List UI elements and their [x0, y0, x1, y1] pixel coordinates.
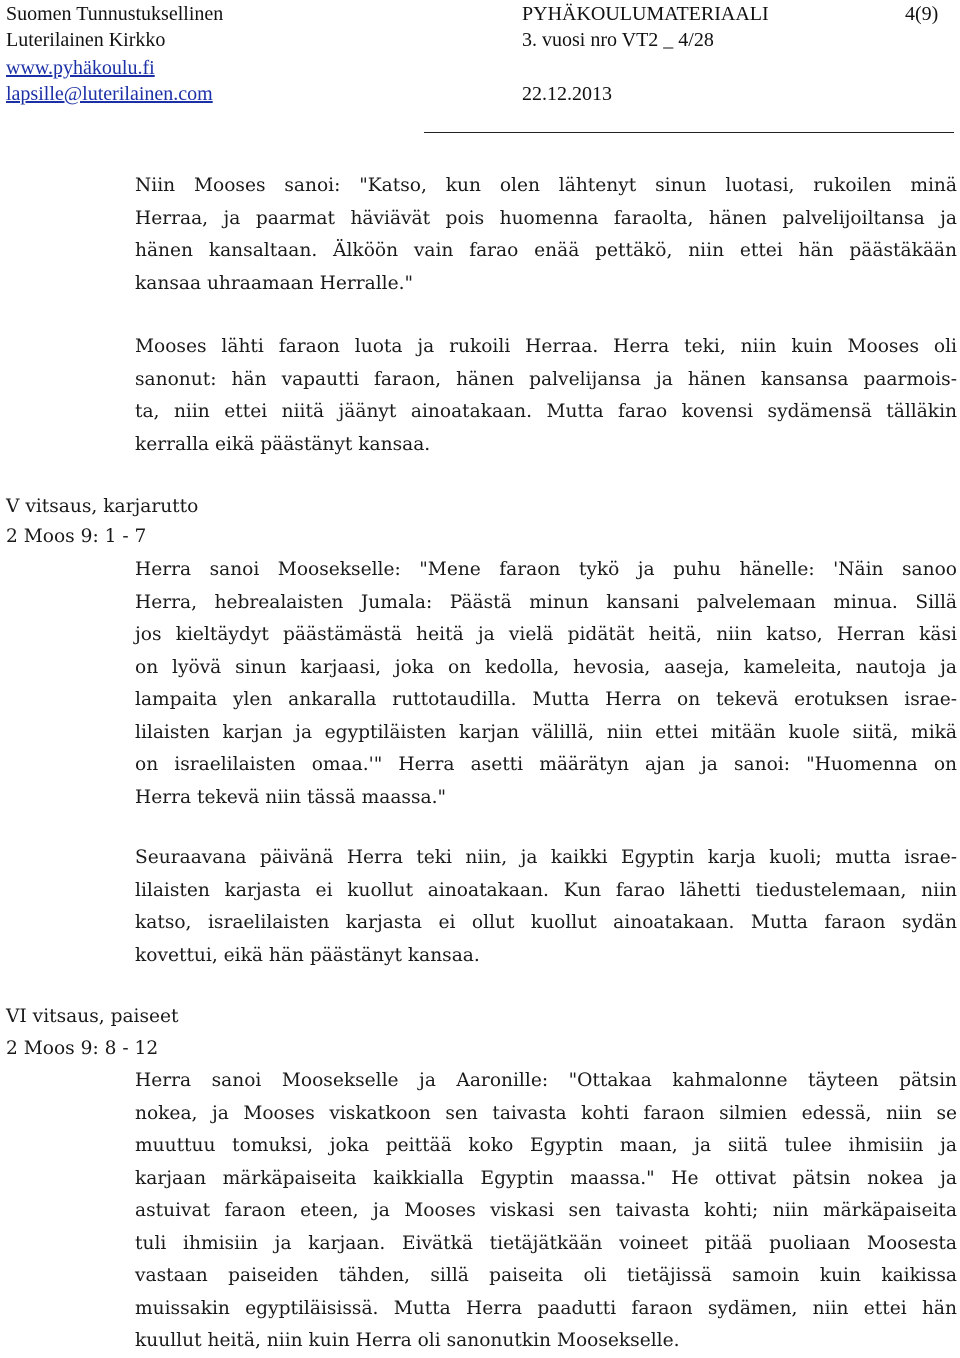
website-link[interactable]: www.pyhäkoulu.fi — [6, 57, 155, 79]
paragraph-2 — [135, 331, 957, 461]
text-line: hänen kansaltaan. Älköön vain farao enää pettäkö, niin ettei hän päästäkään — [135, 240, 957, 261]
section-title-plague-6: VI vitsaus, paiseet — [6, 1006, 179, 1027]
text-line: Seuraavana päivänä Herra teki niin, ja kaikki Egyptin karja kuoli; mutta israe- — [135, 847, 957, 868]
text-line: Herra sanoi Moosekselle: "Mene faraon tykö ja puhu hänelle: 'Näin sanoo — [135, 559, 957, 580]
text-line: Herraa, ja paarmat häviävät pois huomenna faraolta, hänen palvelijoiltansa ja — [135, 207, 957, 229]
text-line: muuttuu tomuksi, joka peittää koko Egyptin maan, ja siitä tulee ihmisiin ja — [135, 1135, 957, 1156]
material-title: PYHÄKOULUMATERIAALI — [522, 3, 769, 25]
text-line: katso, israelilaisten karjasta ei ollut kuollut ainoatakaan. Mutta faraon sydän — [135, 912, 957, 933]
text-line: kansaa uhraamaan Herralle." — [135, 272, 414, 294]
text-line: lilaisten karjasta ei kuollut ainoatakaan. Kun farao lähetti tiedustelemaan, niin — [135, 879, 957, 901]
paragraph-5 — [135, 1065, 957, 1358]
bible-reference-plague-5: 2 Moos 9: 1 - 7 — [6, 526, 147, 547]
text-line: kovettui, eikä hän päästänyt kansaa. — [135, 944, 480, 966]
paragraph-3 — [135, 554, 957, 814]
text-line: on lyövä sinun karjaasi, joka on kedolla, hevosia, aaseja, kameleita, nautoja ja — [135, 656, 957, 678]
text-line: Niin Mooses sanoi: "Katso, kun olen lähtenyt sinun luotasi, rukoilen minä — [135, 175, 957, 196]
text-line: ta, niin ettei niitä jäänyt ainoatakaan. Mutta farao kovensi sydämensä tälläkin — [135, 401, 957, 422]
text-line: Mooses lähti faraon luota ja rukoili Herraa. Herra teki, niin kuin Mooses oli — [135, 336, 957, 357]
text-line: sanonut: hän vapautti faraon, hänen palvelijansa ja hänen kansansa paarmois- — [135, 368, 957, 390]
paragraph-1 — [135, 170, 957, 300]
section-title-plague-5: V vitsaus, karjarutto — [6, 496, 199, 517]
page-number: 4(9) — [905, 3, 939, 25]
text-line: vastaan paiseiden tähden, sillä paiseita oli tietäjissä samoin kuin kaikissa — [135, 1265, 957, 1286]
text-line: Herra tekevä niin tässä maassa." — [135, 786, 447, 808]
text-line: karjaan märkäpaiseita kaikkialla Egyptin maassa." He ottivat pätsin nokea ja — [135, 1167, 957, 1189]
org-name-line2: Luterilainen Kirkko — [6, 29, 166, 51]
text-line: kerralla eikä päästänyt kansaa. — [135, 433, 431, 455]
text-line: lilaisten karjan ja egyptiläisten karjan välillä, niin ettei mitään kuole siitä, mikä — [135, 721, 957, 743]
lesson-code: 3. vuosi nro VT2 _ 4/28 — [522, 29, 714, 51]
org-name-line1: Suomen Tunnustuksellinen — [6, 3, 224, 25]
text-line: muissakin egyptiläisissä. Mutta Herra paadutti faraon sydämen, niin ettei hän — [135, 1297, 957, 1319]
text-line: astuivat faraon eteen, ja Mooses viskasi sen taivasta kohti; niin märkäpaiseita — [135, 1200, 957, 1221]
paragraph-4 — [135, 842, 957, 972]
text-line: tuli ihmisiin ja karjaan. Eivätkä tietäjätkään voineet pitää puoliaan Moosesta — [135, 1232, 957, 1254]
text-line: Herra, hebrealaisten Jumala: Päästä minun kansani palvelemaan minua. Sillä — [135, 591, 957, 613]
text-line: kuullut heitä, niin kuin Herra oli sanonutkin Moosekselle. — [135, 1330, 680, 1351]
text-line: Herra sanoi Moosekselle ja Aaronille: "Ottakaa kahmalonne täyteen pätsin — [135, 1070, 957, 1091]
document-date: 22.12.2013 — [522, 83, 612, 105]
bible-reference-plague-6: 2 Moos 9: 8 - 12 — [6, 1038, 159, 1059]
text-line: on israelilaisten omaa.'" Herra asetti määrätyn ajan ja sanoi: "Huomenna on — [135, 754, 957, 775]
text-line: nokea, ja Mooses viskatkoon sen taivasta kohti faraon silmien edessä, niin se — [135, 1102, 957, 1124]
text-line: jos kieltäydyt päästämästä heitä ja vielä pidätät heitä, niin katso, Herran käsi — [135, 624, 957, 645]
header-divider — [424, 132, 954, 133]
email-link[interactable]: lapsille@luterilainen.com — [6, 83, 213, 105]
text-line: lampaita ylen ankaralla ruttotaudilla. Mutta Herra on tekevä erotuksen israe- — [135, 689, 957, 710]
